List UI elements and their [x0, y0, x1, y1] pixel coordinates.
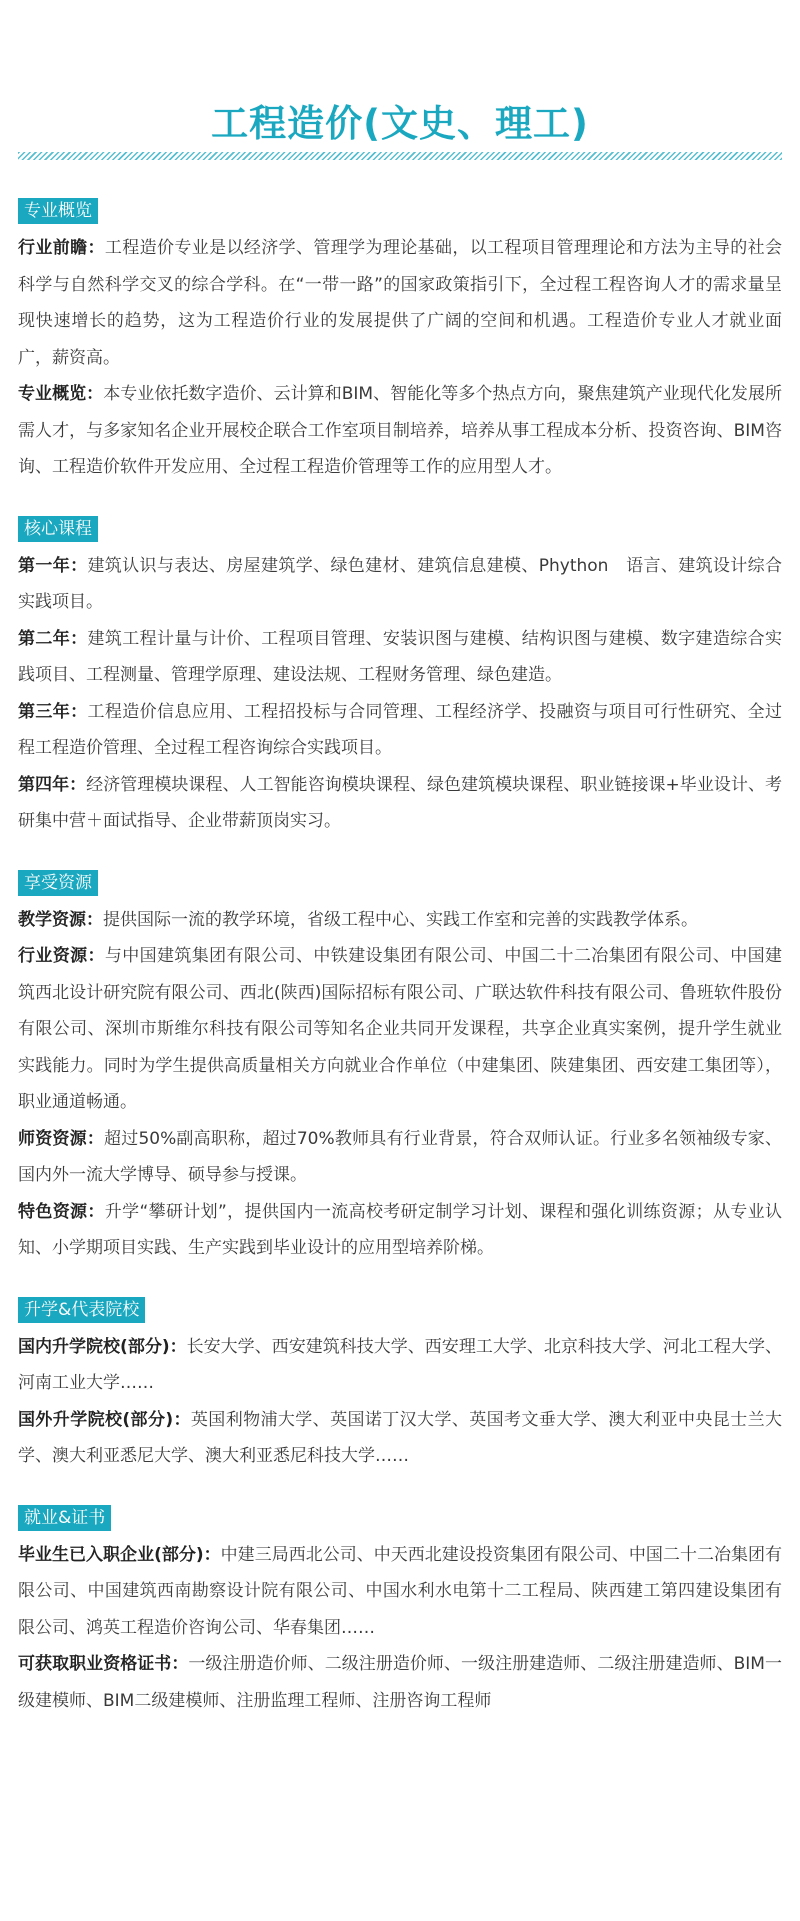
paragraph-label: 师资资源：: [18, 1128, 105, 1149]
section-overview: [18, 198, 782, 486]
paragraph: [18, 902, 782, 939]
paragraph-text: 建筑工程计量与计价、工程项目管理、安装识图与建模、结构识图与建模、数字建造综合实践项目、工程测量、管理学原理、建设法规、工程财务管理、绿色建造。: [18, 628, 783, 685]
paragraph-label: 国外升学院校(部分)：: [18, 1409, 191, 1430]
paragraph: [18, 548, 782, 621]
paragraph: [18, 230, 782, 376]
paragraph-text: 经济管理模块课程、人工智能咨询模块课程、绿色建筑模块课程、职业链接课+毕业设计、考研集中营＋面试指导、企业带薪顶岗实习。: [18, 774, 783, 831]
paragraph-text: 提供国际一流的教学环境，省级工程中心、实践工作室和完善的实践教学体系。: [103, 909, 698, 930]
paragraph-label: 教学资源：: [18, 909, 103, 930]
paragraph-text: 升学“攀研计划”，提供国内一流高校考研定制学习计划、课程和强化训练资源；从专业认知、小学期项目实践、生产实践到毕业设计的应用型培养阶梯。: [18, 1201, 782, 1258]
section-resources: [18, 870, 782, 1267]
paragraph-label: 特色资源：: [18, 1201, 105, 1222]
paragraph-label: 第三年：: [18, 701, 88, 722]
paragraph-text: 工程造价信息应用、工程招投标与合同管理、工程经济学、投融资与项目可行性研究、全过程工程造价管理、全过程工程咨询综合实践项目。: [18, 701, 783, 758]
paragraph-text: 工程造价专业是以经济学、管理学为理论基础，以工程项目管理理论和方法为主导的社会科学与自然科学交叉的综合学科。在“一带一路”的国家政策指引下，全过程工程咨询人才的需求量呈现快速增长的趋势，这为工程造价行业的发展提供了广阔的空间和机遇。工程造价专业人才就业面广，薪资高。: [18, 238, 783, 368]
paragraph: [18, 767, 782, 840]
paragraph-text: 与中国建筑集团有限公司、中铁建设集团有限公司、中国二十二冶集团有限公司、中国建筑西北设计研究院有限公司、西北(陕西)国际招标有限公司、广联达软件科技有限公司、鲁班软件股份有限公司、深圳市斯维尔科技有限公司等知名企业共同开发课程，共享企业真实案例，提升学生就业实践能力。同时为学生提供高质量相关方向就业合作单位（中建集团、陕建集团、西安建工集团等），职业通道畅通。: [18, 946, 783, 1112]
paragraph-text: 一级注册造价师、二级注册造价师、一级注册建造师、二级注册建造师、BIM一级建模师、BIM二级建模师、注册监理工程师、注册咨询工程师: [18, 1654, 783, 1711]
content: [18, 198, 782, 1749]
paragraph-text: 长安大学、西安建筑科技大学、西安理工大学、北京科技大学、河北工程大学、河南工业大学……: [18, 1336, 782, 1393]
page-title: 工程造价(文史、理工): [211, 102, 589, 145]
paragraph-label: 国内升学院校(部分)：: [18, 1336, 187, 1357]
paragraph-label: 行业前瞻：: [18, 238, 105, 258]
paragraph: [18, 694, 782, 767]
paragraph-label: 第二年：: [18, 628, 88, 649]
section-heading: 专业概览: [18, 198, 98, 224]
paragraph: [18, 376, 782, 486]
section-heading: 核心课程: [18, 516, 98, 542]
title-divider: [18, 152, 782, 160]
paragraph: [18, 1194, 782, 1267]
paragraph-label: 专业概览：: [18, 384, 104, 404]
paragraph: [18, 621, 782, 694]
section-heading: 升学&代表院校: [18, 1297, 145, 1323]
paragraph: [18, 1121, 782, 1194]
paragraph-label: 行业资源：: [18, 946, 105, 966]
paragraph-text: 建筑认识与表达、房屋建筑学、绿色建材、建筑信息建模、Phython 语言、建筑设计综合实践项目。: [18, 555, 783, 612]
paragraph-label: 第四年：: [18, 774, 87, 795]
paragraph-label: 第一年：: [18, 555, 88, 576]
section-employment: [18, 1505, 782, 1720]
paragraph: [18, 1329, 782, 1402]
paragraph-text: 英国利物浦大学、英国诺丁汉大学、英国考文垂大学、澳大利亚中央昆士兰大学、澳大利亚悉尼大学、澳大利亚悉尼科技大学……: [18, 1409, 782, 1466]
section-heading: 享受资源: [18, 870, 98, 896]
section-heading: 就业&证书: [18, 1505, 111, 1531]
paragraph: [18, 1402, 782, 1475]
section-further-study: [18, 1297, 782, 1475]
section-core-courses: [18, 516, 782, 840]
paragraph-label: 毕业生已入职企业(部分)：: [18, 1544, 221, 1565]
paragraph: [18, 1537, 782, 1647]
paragraph: [18, 938, 782, 1121]
paragraph-label: 可获取职业资格证书：: [18, 1654, 189, 1674]
paragraph-text: 超过50%副高职称，超过70%教师具有行业背景，符合双师认证。行业多名领袖级专家、国内外一流大学博导、硕导参与授课。: [18, 1128, 782, 1185]
paragraph: [18, 1646, 782, 1719]
paragraph-text: 中建三局西北公司、中天西北建设投资集团有限公司、中国二十二冶集团有限公司、中国建筑西南勘察设计院有限公司、中国水利水电第十二工程局、陕西建工第四建设集团有限公司、鸿英工程造价咨询公司、华春集团……: [18, 1544, 782, 1638]
paragraph-text: 本专业依托数字造价、云计算和BIM、智能化等多个热点方向，聚焦建筑产业现代化发展所需人才，与多家知名企业开展校企联合工作室项目制培养，培养从事工程成本分析、投资咨询、BIM咨询、工程造价软件开发应用、全过程工程造价管理等工作的应用型人才。: [18, 384, 783, 477]
